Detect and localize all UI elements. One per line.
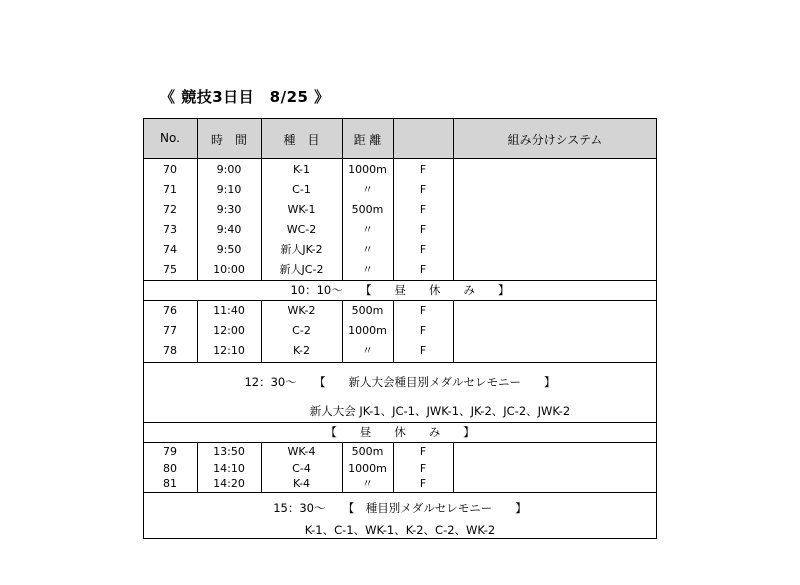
race-no: 72 — [163, 203, 177, 216]
race-time: 14:20 — [213, 477, 245, 490]
table-border-right — [656, 118, 657, 539]
race-time: 9:10 — [216, 183, 242, 196]
header-no: No. — [160, 131, 180, 145]
race-system: F — [419, 243, 427, 256]
race-time: 11:40 — [213, 304, 245, 317]
race-time: 9:00 — [216, 163, 242, 176]
race-event: WK-1 — [287, 203, 316, 216]
race-no: 80 — [163, 462, 177, 475]
race-system: F — [419, 183, 427, 196]
race-event: C-2 — [292, 324, 311, 337]
race-time: 12:10 — [213, 344, 245, 357]
race-event: K-1 — [292, 163, 311, 176]
race-system: F — [419, 462, 427, 475]
race-distance: 500m — [351, 203, 384, 216]
row-divider — [143, 362, 657, 363]
race-event: WC-2 — [286, 223, 317, 236]
race-event: K-2 — [292, 344, 311, 357]
race-distance: 〃 — [362, 344, 373, 357]
race-no: 73 — [163, 223, 177, 236]
header-system: 組み分けシステム — [507, 133, 603, 147]
header-time: 時 間 — [210, 133, 247, 147]
race-distance: 500m — [351, 445, 384, 458]
row-divider — [143, 422, 657, 423]
ceremony-events: K-1、C-1、WK-1、K-2、C-2、WK-2 — [304, 523, 496, 537]
header-distance: 距 離 — [353, 133, 382, 147]
race-no: 71 — [163, 183, 177, 196]
race-time: 9:30 — [216, 203, 242, 216]
race-distance: 〃 — [362, 263, 373, 276]
race-no: 77 — [163, 324, 177, 337]
race-system: F — [419, 263, 427, 276]
race-system: F — [419, 477, 427, 490]
lunch-break-row: 【 昼 休 み 】 — [325, 425, 475, 439]
header-event: 種 目 — [283, 133, 320, 147]
race-event: C-1 — [292, 183, 311, 196]
schedule-table — [143, 118, 657, 539]
ceremony-heading: 15：30～ 【 種目別メダルセレモニー 】 — [273, 501, 527, 515]
column-divider — [453, 300, 454, 362]
race-distance: 1000m — [348, 163, 387, 176]
race-event: C-4 — [292, 462, 311, 475]
race-time: 14:10 — [213, 462, 245, 475]
table-border-bottom — [143, 538, 657, 539]
race-system: F — [419, 304, 427, 317]
race-system: F — [419, 344, 427, 357]
race-system: F — [419, 203, 427, 216]
race-system: F — [419, 223, 427, 236]
race-event: WK-4 — [287, 445, 316, 458]
race-system: F — [419, 445, 427, 458]
page-title: 《 競技3日目 8/25 》 — [160, 88, 330, 106]
race-distance: 〃 — [362, 477, 373, 490]
ceremony-events: 新人大会 JK-1、JC-1、JWK-1、JK-2、JC-2、JWK-2 — [309, 404, 571, 418]
race-no: 70 — [163, 163, 177, 176]
race-no: 76 — [163, 304, 177, 317]
race-time: 12:00 — [213, 324, 245, 337]
race-event: WK-2 — [287, 304, 316, 317]
race-event: K-4 — [292, 477, 311, 490]
row-divider — [143, 442, 657, 443]
column-divider — [453, 442, 454, 492]
row-divider — [143, 280, 657, 281]
race-no: 79 — [163, 445, 177, 458]
race-time: 9:50 — [216, 243, 242, 256]
race-no: 81 — [163, 477, 177, 490]
race-event: 新人JC-2 — [279, 263, 324, 276]
row-divider — [143, 300, 657, 301]
race-no: 78 — [163, 344, 177, 357]
race-system: F — [419, 324, 427, 337]
race-no: 75 — [163, 263, 177, 276]
race-distance: 1000m — [348, 324, 387, 337]
race-event: 新人JK-2 — [280, 243, 323, 256]
race-distance: 〃 — [362, 243, 373, 256]
race-time: 10:00 — [213, 263, 245, 276]
table-border-top — [143, 118, 657, 119]
race-time: 13:50 — [213, 445, 245, 458]
lunch-break-row: 10：10～ 【 昼 休 み 】 — [290, 283, 510, 297]
race-no: 74 — [163, 243, 177, 256]
race-distance: 〃 — [362, 183, 373, 196]
header-divider — [143, 158, 657, 159]
row-divider — [143, 492, 657, 493]
race-distance: 1000m — [348, 462, 387, 475]
race-distance: 500m — [351, 304, 384, 317]
race-distance: 〃 — [362, 223, 373, 236]
race-system: F — [419, 163, 427, 176]
ceremony-heading: 12：30～ 【 新人大会種目別メダルセレモニー 】 — [244, 375, 556, 389]
race-time: 9:40 — [216, 223, 242, 236]
